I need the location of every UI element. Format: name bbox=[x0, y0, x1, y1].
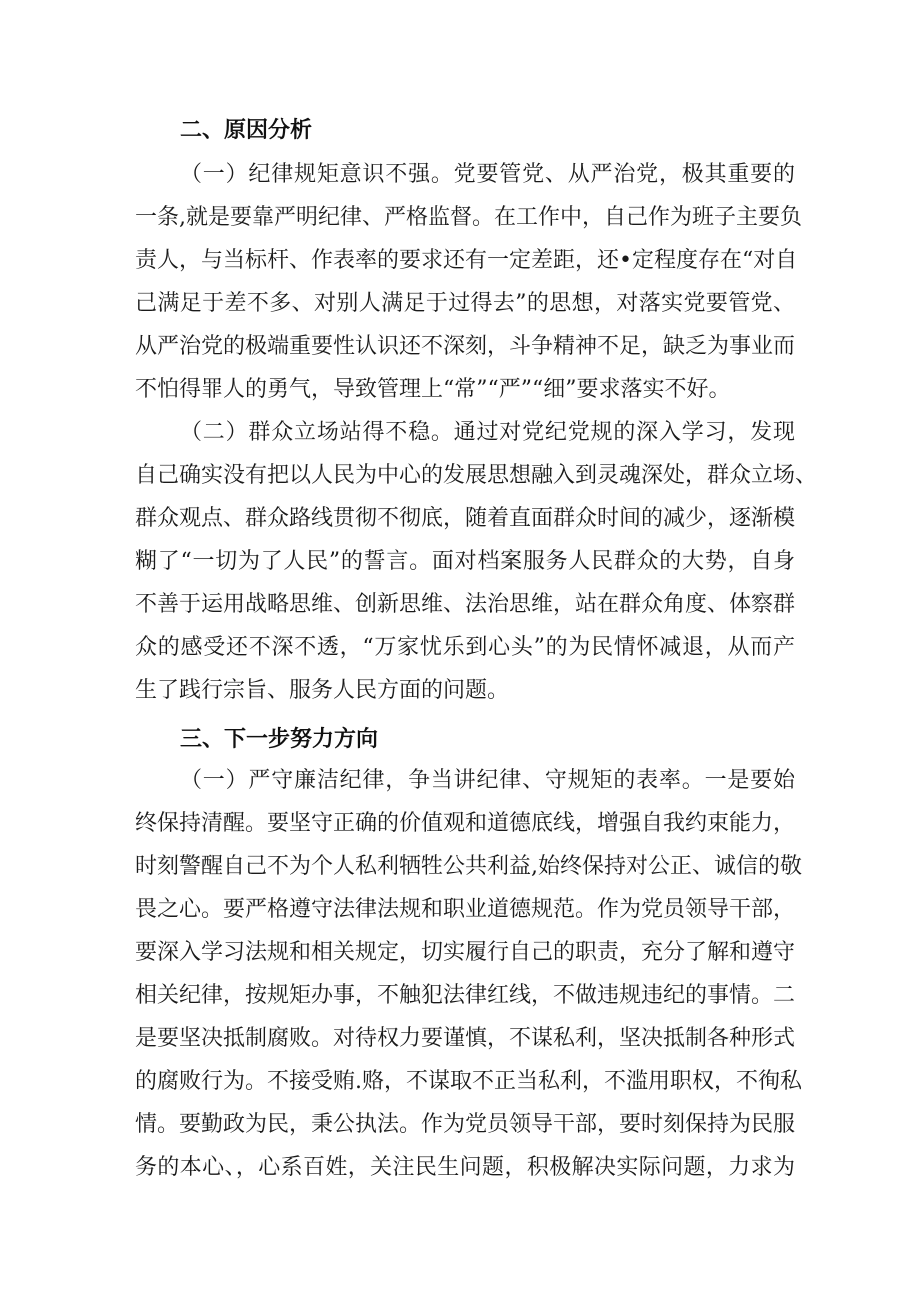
paragraph-line: 生了践行宗旨、服务人民方面的问题。 bbox=[135, 678, 510, 703]
paragraph-line: （一）严守廉洁纪律，争当讲纪律、守规矩的表率。一是要始 bbox=[180, 768, 795, 793]
paragraph-line: 群众观点、群众路线贯彻不彻底，随着直面群众时间的减少，逐渐模 bbox=[135, 506, 796, 531]
section-heading-reasons: 二、原因分析 bbox=[180, 118, 313, 143]
paragraph-line: 糊了“一切为了人民”的誓言。面对档案服务人民群众的大势，自身 bbox=[135, 549, 795, 574]
paragraph-line: 畏之心。要严格遵守法律法规和职业道德规范。作为党员领导干部， bbox=[135, 897, 796, 922]
paragraph-line: 的腐败行为。不接受贿.赂，不谋取不正当私利，不滥用职权，不徇私 bbox=[135, 1069, 802, 1094]
paragraph-line: （一）纪律规矩意识不强。党要管党、从严治党，极其重要的 bbox=[180, 162, 795, 187]
paragraph-line: 一条,就是要靠严明纪律、严格监督。在工作中，自己作为班子主要负 bbox=[135, 205, 802, 230]
paragraph-line: 从严治党的极端重要性认识还不深刻，斗争精神不足，缺乏为事业而 bbox=[135, 334, 796, 359]
paragraph-line: 终保持清醒。要坚守正确的价值观和道德底线，增强自我约束能力， bbox=[135, 811, 796, 836]
section-heading-next-steps: 三、下一步努力方向 bbox=[180, 727, 379, 752]
paragraph-line: 务的本心、，心系百姓，关注民生问题，积极解决实际问题，力求为 bbox=[135, 1155, 795, 1180]
paragraph-line: 众的感受还不深不透，“万家忧乐到心头”的为民情怀减退，从而产 bbox=[135, 635, 795, 660]
paragraph-line: 不善于运用战略思维、创新思维、法治思维，站在群众角度、体察群 bbox=[135, 592, 796, 617]
paragraph-line: 己满足于差不多、对别人满足于过得去”的思想，对落实党要管党、 bbox=[135, 291, 795, 316]
paragraph-line: 不怕得罪人的勇气，导致管理上“常”“严”“细”要求落实不好。 bbox=[135, 377, 731, 402]
paragraph-line: 是要坚决抵制腐败。对待权力要谨慎，不谋私利，坚决抵制各种形式 bbox=[135, 1026, 796, 1051]
paragraph-line: 时刻警醒自己不为个人私利牺牲公共利益,始终保持对公正、诚信的敬 bbox=[135, 854, 802, 879]
paragraph-line: 相关纪律，按规矩办事，不触犯法律红线，不做违规违纪的事情。二 bbox=[135, 983, 796, 1008]
paragraph-line: 责人，与当标杆、作表率的要求还有一定差距，还•定程度存在“对自 bbox=[135, 248, 798, 273]
paragraph-line: （二）群众立场站得不稳。通过对党纪党规的深入学习，发现 bbox=[180, 420, 795, 445]
paragraph-line: 自己确实没有把以人民为中心的发展思想融入到灵魂深处，群众立场、 bbox=[135, 463, 818, 488]
paragraph-line: 要深入学习法规和相关规定，切实履行自己的职责，充分了解和遵守 bbox=[135, 940, 796, 965]
paragraph-line: 情。要勤政为民，秉公执法。作为党员领导干部，要时刻保持为民服 bbox=[135, 1112, 796, 1137]
